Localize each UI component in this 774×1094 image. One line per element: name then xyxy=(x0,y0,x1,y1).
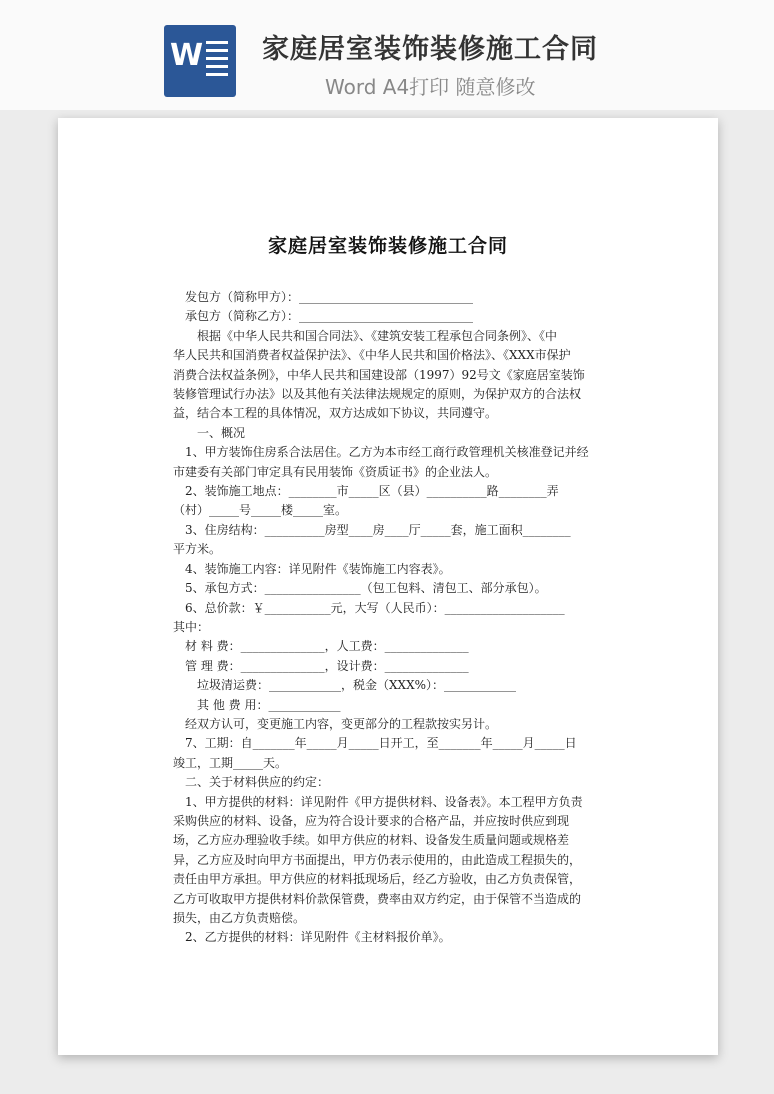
document-body xyxy=(173,288,603,948)
paragraph-line: 其 他 费 用：____________ xyxy=(197,697,341,712)
paragraph-line: 竣工，工期_____天。 xyxy=(173,755,288,770)
section-heading: 一、概况 xyxy=(197,425,246,440)
paragraph-line: 垃圾清运费：____________，税金（XXX%）：____________ xyxy=(197,678,517,693)
paragraph-line: 平方米。 xyxy=(173,542,222,557)
paragraph-line: 承包方（简称乙方）：_____________________________ xyxy=(185,309,474,324)
header-banner xyxy=(0,0,774,110)
word-icon-lines xyxy=(206,41,228,81)
paragraph-line: 5、承包方式：________________（包工包料、清包工、部分承包）。 xyxy=(185,581,547,596)
paragraph-line: 2、乙方提供的材料：详见附件《主材料报价单》。 xyxy=(185,930,451,945)
document-title: 家庭居室装饰装修施工合同 xyxy=(267,235,508,257)
paragraph-line: 经双方认可，变更施工内容，变更部分的工程款按实另计。 xyxy=(185,716,498,731)
paragraph-line: 1、甲方提供的材料：详见附件《甲方提供材料、设备表》。本工程甲方负责 xyxy=(185,794,583,809)
banner-title: 家庭居室装饰装修施工合同 xyxy=(262,34,598,65)
word-icon-letter: W xyxy=(170,38,204,73)
paragraph-line: 3、住房结构：__________房型____房____厅_____套，施工面积________ xyxy=(185,522,571,537)
paragraph-line: 1、甲方装饰住房系合法居住。乙方为本市经工商行政管理机关核准登记并经 xyxy=(185,445,589,460)
paragraph-line: 6、总价款：￥___________元，大写（人民币）：____________________ xyxy=(185,600,565,615)
paragraph-line: 益，结合本工程的具体情况，双方达成如下协议，共同遵守。 xyxy=(173,406,498,421)
paragraph-line: 损失，由乙方负责赔偿。 xyxy=(173,911,306,925)
paragraph-line: 材 料 费：______________，人工费：______________ xyxy=(185,639,469,654)
paragraph-line: 装修管理试行办法》以及其他有关法律法规规定的原则，为保护双方的合法权 xyxy=(173,387,582,402)
paragraph-line: 发包方（简称甲方）：_____________________________ xyxy=(185,290,474,304)
paragraph-line: 责任由甲方承担。甲方供应的材料抵现场后，经乙方验收，由乙方负责保管， xyxy=(173,872,582,887)
paragraph-line: 市建委有关部门审定具有民用装饰《资质证书》的企业法人。 xyxy=(173,464,498,479)
paragraph-line: 其中： xyxy=(173,619,210,634)
paragraph-line: 乙方可收取甲方提供材料价款保管费，费率由双方约定，由于保管不当造成的 xyxy=(173,891,582,906)
paragraph-line: 7、工期：自_______年_____月_____日开工，至_______年_____月_____日 xyxy=(185,736,577,751)
section-heading: 二、关于材料供应的约定： xyxy=(185,775,330,790)
paragraph-line: 根据《中华人民共和国合同法》、《建筑安装工程承包合同条例》、《中 xyxy=(197,328,558,343)
paragraph-line: 采购供应的材料、设备，应为符合设计要求的合格产品，并应按时供应到现 xyxy=(173,813,570,828)
word-icon xyxy=(164,25,236,97)
document-page xyxy=(58,118,718,1055)
paragraph-line: 华人民共和国消费者权益保护法》、《中华人民共和国价格法》、《XXX市保护 xyxy=(173,348,571,363)
paragraph-line: 管 理 费：______________，设计费：______________ xyxy=(185,658,469,673)
banner-subtitle: Word A4打印 随意修改 xyxy=(325,75,536,99)
paragraph-line: 2、装饰施工地点：________市_____区（县）__________路________弄 xyxy=(185,484,559,499)
paragraph-line: 异，乙方应及时向甲方书面提出，甲方仍表示使用的，由此造成工程损失的， xyxy=(173,852,582,867)
paragraph-line: 4、装饰施工内容：详见附件《装饰施工内容表》。 xyxy=(185,561,451,576)
paragraph-line: 消费合法权益条例》，中华人民共和国建设部（1997）92号文《家庭居室装饰 xyxy=(173,367,585,382)
paragraph-line: （村）_____号_____楼_____室。 xyxy=(173,503,348,518)
paragraph-line: 场，乙方应办理验收手续。如甲方供应的材料、设备发生质量问题或规格差 xyxy=(173,833,570,848)
